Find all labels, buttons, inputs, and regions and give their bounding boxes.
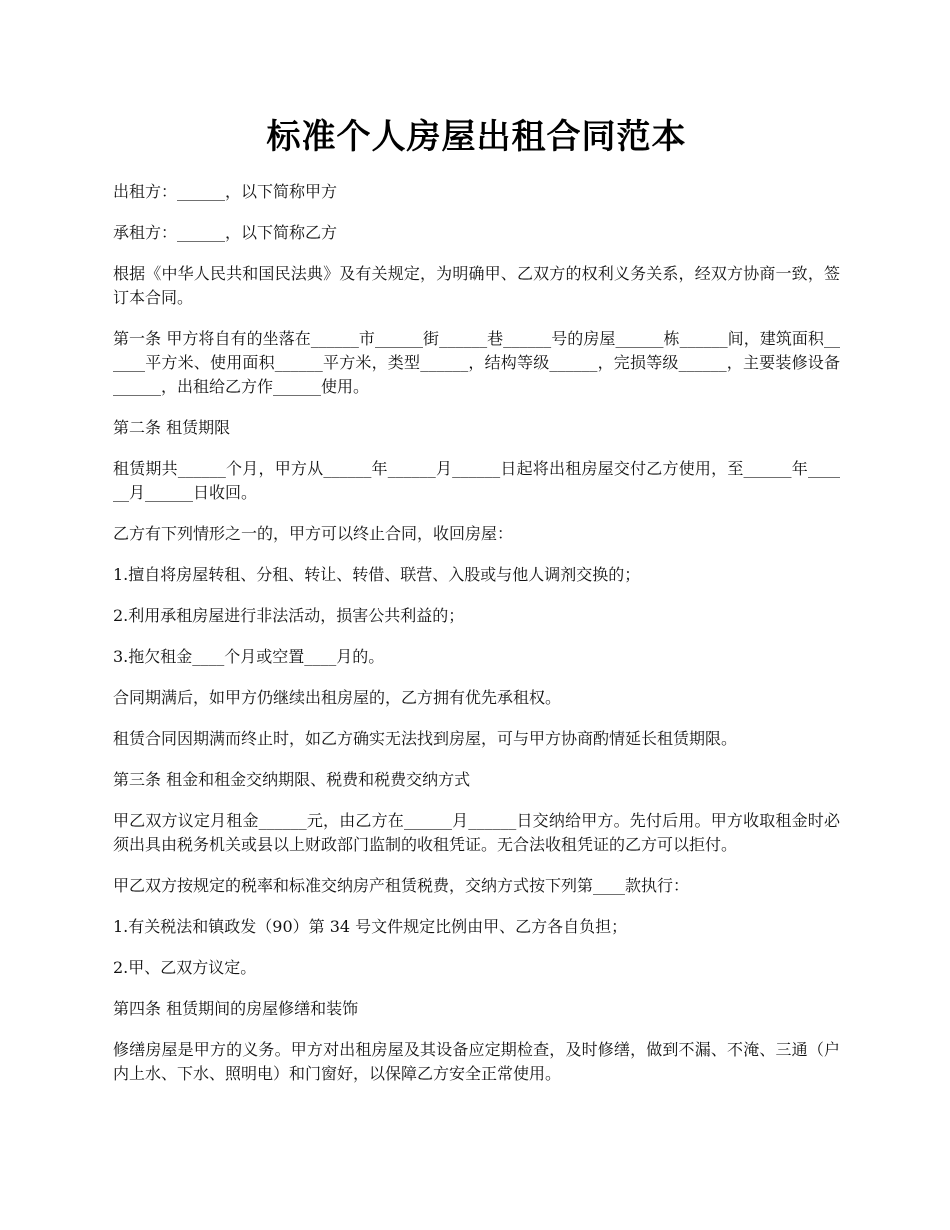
termination-intro: 乙方有下列情形之一的，甲方可以终止合同，收回房屋： <box>113 524 514 543</box>
tax-option-2: 2.甲、乙双方议定。 <box>113 958 257 977</box>
renewal-extension: 租赁合同因期满而终止时，如乙方确实无法找到房屋，可与甲方协商酌情延长租赁期限。 <box>113 729 738 748</box>
article-4-body: 修缮房屋是甲方的义务。甲方对出租房屋及其设备应定期检查，及时修缮，做到不漏、不淹、三通（户内上水、下水、照明电）和门窗好，以保障乙方安全正常使用。 <box>113 1040 840 1083</box>
tax-option-1: 1.有关税法和镇政发（90）第 34 号文件规定比例由甲、乙方各自负担； <box>113 917 628 936</box>
preamble: 根据《中华人民共和国民法典》及有关规定，为明确甲、乙双方的权利义务关系，经双方协商一致，签订本合同。 <box>113 264 840 307</box>
document-title: 标准个人房屋出租合同范本 <box>266 117 687 157</box>
document-page <box>113 110 840 1103</box>
article-2-term: 租赁期共______个月，甲方从______年______月______日起将出租房屋交付乙方使用，至______年______月______日收回。 <box>113 459 840 502</box>
termination-item-2: 2.利用承租房屋进行非法活动，损害公共利益的； <box>113 606 465 625</box>
party-lessee: 承租方：______，以下简称乙方 <box>113 223 338 242</box>
article-3-tax: 甲乙双方按规定的税率和标准交纳房产租赁税费，交纳方式按下列第____款执行： <box>113 876 690 895</box>
party-lessor: 出租方：______，以下简称甲方 <box>113 182 338 201</box>
termination-item-3: 3.拖欠租金____个月或空置____月的。 <box>113 647 385 666</box>
article-4-heading: 第四条 租赁期间的房屋修缮和装饰 <box>113 999 359 1018</box>
article-3-heading: 第三条 租金和租金交纳期限、税费和税费交纳方式 <box>113 770 471 789</box>
renewal-priority: 合同期满后，如甲方仍继续出租房屋的，乙方拥有优先承租权。 <box>113 688 562 707</box>
article-3-rent: 甲乙双方议定月租金______元，由乙方在______月______日交纳给甲方。先付后用。甲方收取租金时必须出具由税务机关或县以上财政部门监制的收租凭证。无合法收租凭证的乙方可以拒付。 <box>113 811 840 854</box>
article-2-heading: 第二条 租赁期限 <box>113 418 231 437</box>
article-1-body: 第一条 甲方将自有的坐落在______市______街______巷______号的房屋______栋______间，建筑面积______平方米、使用面积______平方米，类型______，结构等级______，完损等级______，主要装修设备______，出租给乙方作______使用。 <box>113 329 840 396</box>
termination-item-1: 1.擅自将房屋转租、分租、转让、转借、联营、入股或与他人调剂交换的； <box>113 565 641 584</box>
